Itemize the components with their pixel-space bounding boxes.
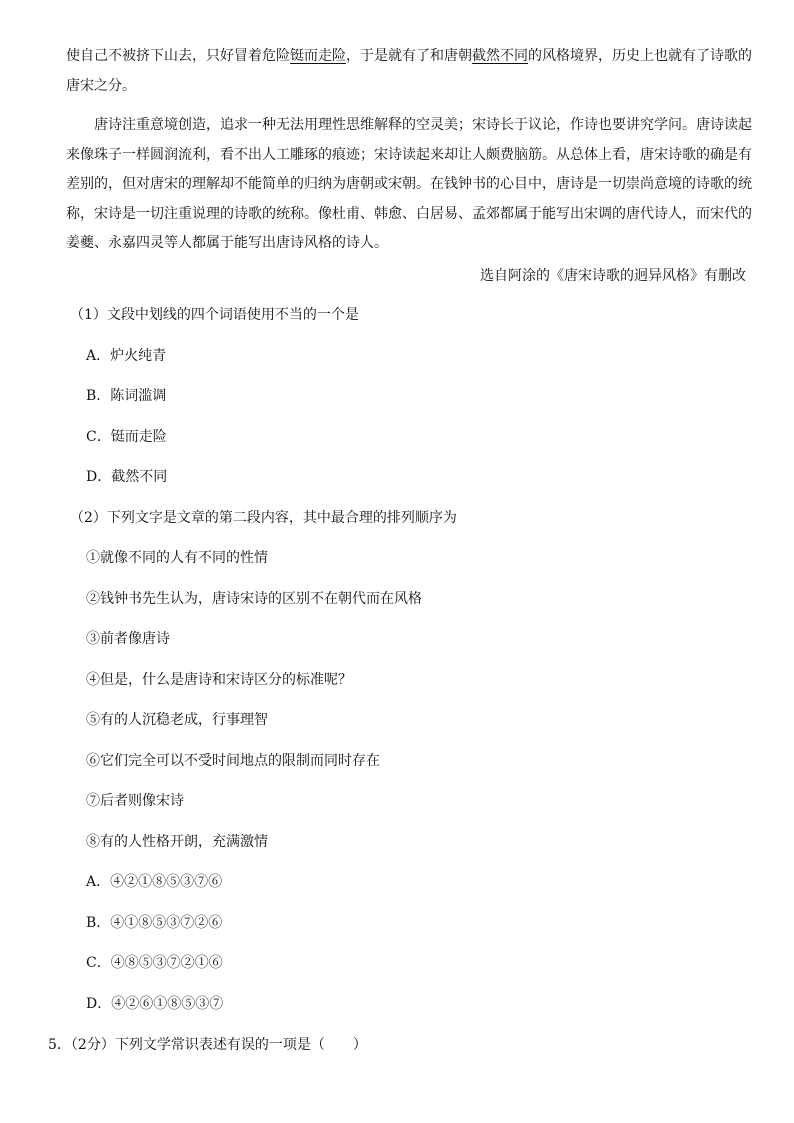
question-2-option-c: C．④⑧⑤③⑦②①⑥ (86, 955, 223, 971)
question-2-item-1: ①就像不同的人有不同的性情 (86, 550, 268, 566)
question-1-option-b: B．陈词滥调 (86, 388, 167, 404)
question-2-item-4: ④但是，什么是唐诗和宋诗区分的标准呢？ (86, 672, 352, 688)
underlined-phrase-1: 铤而走险 (290, 48, 346, 64)
passage-paragraph-2: 唐诗注重意境创造，追求一种无法用理性思维解释的空灵美；宋诗长于议论，作诗也要讲究学问。唐诗读起来像珠子一样圆润流利，看不出人工雕琢的痕迹；宋诗读起来却让人颇费脑筋。从总体上看，唐宋诗歌的确是有差别的，但对唐宋的理解却不能简单的归纳为唐朝或宋朝。在钱钟书的心目中，唐诗是一切崇尚意境的诗歌的统称，宋诗是一切注重说理的诗歌的统称。像杜甫、韩愈、白居易、孟郊都属于能写出宋调的唐代诗人，而宋代的姜夔、永嘉四灵等人都属于能写出唐诗风格的诗人。 (66, 117, 752, 251)
question-2-option-d: D．④②⑥①⑧⑤③⑦ (86, 996, 224, 1012)
question-2-item-7: ⑦后者则像宋诗 (86, 793, 184, 809)
passage-p1-text-a: 使自己不被挤下山去，只好冒着危险 (66, 48, 290, 64)
question-2-item-8: ⑧有的人性格开朗，充满激情 (86, 834, 268, 850)
question-2-item-3: ③前者像唐诗 (86, 631, 170, 647)
question-2-stem: （2）下列文字是文章的第二段内容，其中最合理的排列顺序为 (70, 510, 457, 526)
source-citation: 选自阿涂的《唐宋诗歌的迥异风格》有删改 (480, 268, 746, 284)
question-1-stem: （1）文段中划线的四个词语使用不当的一个是 (70, 307, 359, 323)
question-1-option-c: C．铤而走险 (86, 429, 167, 445)
question-2-option-b: B．④①⑧⑤③⑦②⑥ (86, 915, 223, 931)
question-1-option-a: A．炉火纯青 (86, 348, 167, 364)
underlined-phrase-2: 截然不同 (472, 48, 528, 64)
question-2-item-5: ⑤有的人沉稳老成，行事理智 (86, 712, 268, 728)
passage-paragraph-1 (66, 42, 756, 101)
question-2-item-6: ⑥它们完全可以不受时间地点的限制而同时存在 (86, 753, 380, 769)
passage-p1-text-b: ，于是就有了和唐朝 (346, 48, 472, 64)
question-5-stem: 5．（2分）下列文学常识表述有误的一项是（ ） (48, 1037, 367, 1053)
question-2-option-a: A．④②①⑧⑤③⑦⑥ (86, 874, 223, 890)
question-1-option-d: D．截然不同 (86, 469, 168, 485)
passage-p1-text-c: 的风格境界，历史上也就有了诗歌的唐宋之分。 (66, 48, 752, 94)
question-2-item-2: ②钱钟书先生认为，唐诗宋诗的区别不在朝代而在风格 (86, 591, 422, 607)
